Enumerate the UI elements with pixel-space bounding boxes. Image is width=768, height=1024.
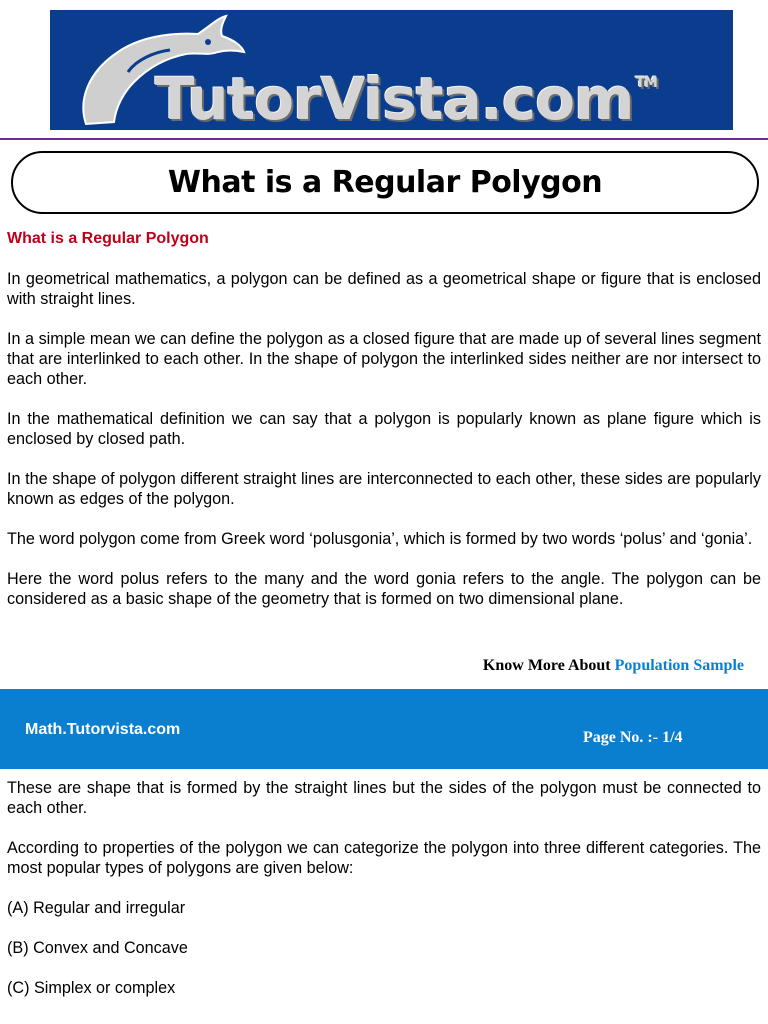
header-divider [0,138,768,140]
paragraph: According to properties of the polygon we can categorize the polygon into three different categories. The most popular types of polygons are given below: [7,839,761,877]
tutorvista-logo-banner [50,10,733,130]
section-heading: What is a Regular Polygon [7,230,209,247]
logo-text: TutorVista.com ™ [155,65,657,130]
paragraph: In the shape of polygon different straight lines are interconnected to each other, these sides are popularly known as edges of the polygon. [7,470,761,508]
know-more-line [483,657,744,675]
paragraph: In geometrical mathematics, a polygon can be defined as a geometrical shape or figure that is enclosed with straight lines. [7,270,761,308]
paragraph: In a simple mean we can define the polygon as a closed figure that are made up of several lines segment that are interlinked to each other. In the shape of polygon the interlinked sides neither are nor intersect to each other. [7,330,761,388]
page-title: What is a Regular Polygon [167,165,603,200]
list-item: (A) Regular and irregular [7,899,186,917]
list-item: (B) Convex and Concave [7,939,188,957]
paragraph: In the mathematical definition we can say that a polygon is popularly known as plane figure which is enclosed by closed path. [7,410,761,448]
know-more-prefix: Know More About [482,657,615,674]
paragraph: These are shape that is formed by the straight lines but the sides of the polygon must be connected to each other. [7,779,761,817]
population-sample-link[interactable]: Population Sample [614,657,744,674]
main-content-bottom [7,778,761,998]
page-number: Page No. :- 1/4 [583,729,683,746]
list-item: (C) Simplex or complex [7,979,176,997]
title-box [11,151,759,214]
paragraph: The word polygon come from Greek word ‘polusgonia’, which is formed by two words ‘polus’ and ‘gonia’. [7,530,753,548]
site-name[interactable]: Math.Tutorvista.com [25,721,181,738]
paragraph: Here the word polus refers to the many and the word gonia refers to the angle. The polygon can be considered as a basic shape of the geometry that is formed on two dimensional plane. [7,570,761,608]
main-content-top [7,229,761,609]
footer-band [0,689,768,769]
